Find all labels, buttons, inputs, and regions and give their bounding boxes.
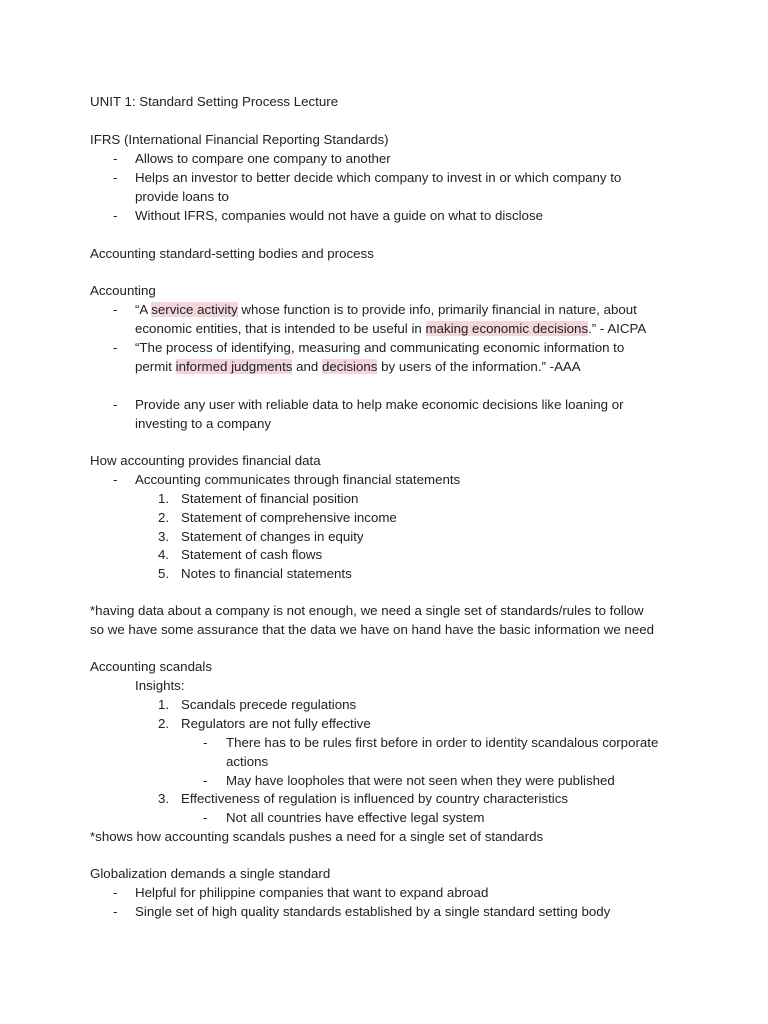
list-number: 1. (158, 697, 170, 712)
note: *having data about a company is not enough, we need a single set of standards/rules to follow (90, 603, 644, 618)
bullet-dash: - (113, 340, 118, 355)
list-number: 2. (158, 716, 170, 731)
quote-aicpa-line2: economic entities, that is intended to be useful in making economic decisions.” - AICPA (135, 321, 647, 336)
list-item: Accounting communicates through financial statements (135, 472, 461, 487)
numbered-item: Scandals precede regulations (181, 697, 357, 712)
page-title: UNIT 1: Standard Setting Process Lecture (90, 94, 339, 109)
section-heading-globalization: Globalization demands a single standard (90, 866, 331, 881)
numbered-item: Effectiveness of regulation is influenced by country characteristics (181, 791, 569, 806)
highlight: informed judgments (175, 359, 293, 374)
list-number: 3. (158, 529, 170, 544)
list-number: 5. (158, 566, 170, 581)
bullet-dash: - (113, 208, 118, 223)
bullet-dash: - (203, 773, 208, 788)
numbered-item: Statement of changes in equity (181, 529, 364, 544)
highlight: making economic decisions (425, 321, 589, 336)
numbered-item: Statement of cash flows (181, 547, 323, 562)
highlight: service activity (151, 302, 238, 317)
section-heading-provides: How accounting provides financial data (90, 453, 321, 468)
list-item: Single set of high quality standards established by a single standard setting body (135, 904, 611, 919)
list-item-continued: investing to a company (135, 416, 272, 431)
list-number: 4. (158, 547, 170, 562)
list-item-continued: provide loans to (135, 189, 229, 204)
section-heading-ifrs: IFRS (International Financial Reporting Standards) (90, 132, 389, 147)
numbered-item: Notes to financial statements (181, 566, 352, 581)
list-item: Helps an investor to better decide which company to invest in or which company to (135, 170, 622, 185)
bullet-dash: - (203, 810, 208, 825)
numbered-item: Regulators are not fully effective (181, 716, 371, 731)
note: *shows how accounting scandals pushes a need for a single set of standards (90, 829, 544, 844)
section-heading-accounting: Accounting (90, 283, 156, 298)
sub-item: May have loopholes that were not seen when they were published (226, 773, 615, 788)
section-heading-scandals: Accounting scandals (90, 659, 212, 674)
list-number: 2. (158, 510, 170, 525)
list-number: 1. (158, 491, 170, 506)
quote-aaa-line2: permit informed judgments and decisions by users of the information.” -AAA (135, 359, 581, 374)
bullet-dash: - (113, 170, 118, 185)
bullet-dash: - (203, 735, 208, 750)
bullet-dash: - (113, 302, 118, 317)
quote-aaa-line1: “The process of identifying, measuring and communicating economic information to (135, 340, 625, 355)
bullet-dash: - (113, 472, 118, 487)
numbered-item: Statement of financial position (181, 491, 359, 506)
bullet-dash: - (113, 397, 118, 412)
list-item: Helpful for philippine companies that want to expand abroad (135, 885, 489, 900)
bullet-dash: - (113, 885, 118, 900)
list-number: 3. (158, 791, 170, 806)
bullet-dash: - (113, 904, 118, 919)
insights-label: Insights: (135, 678, 185, 693)
note-continued: so we have some assurance that the data we have on hand have the basic information we need (90, 622, 655, 637)
numbered-item: Statement of comprehensive income (181, 510, 397, 525)
bullet-dash: - (113, 151, 118, 166)
sub-item: Not all countries have effective legal system (226, 810, 485, 825)
sub-item: There has to be rules first before in order to identity scandalous corporate (226, 735, 659, 750)
list-item: Provide any user with reliable data to help make economic decisions like loaning or (135, 397, 624, 412)
highlight: decisions (322, 359, 378, 374)
list-item: Without IFRS, companies would not have a guide on what to disclose (135, 208, 543, 223)
list-item: Allows to compare one company to another (135, 151, 391, 166)
quote-aicpa-line1: “A service activity whose function is to provide info, primarily financial in nature, about (135, 302, 637, 317)
sub-item-continued: actions (226, 754, 269, 769)
section-heading-bodies: Accounting standard-setting bodies and process (90, 246, 374, 261)
